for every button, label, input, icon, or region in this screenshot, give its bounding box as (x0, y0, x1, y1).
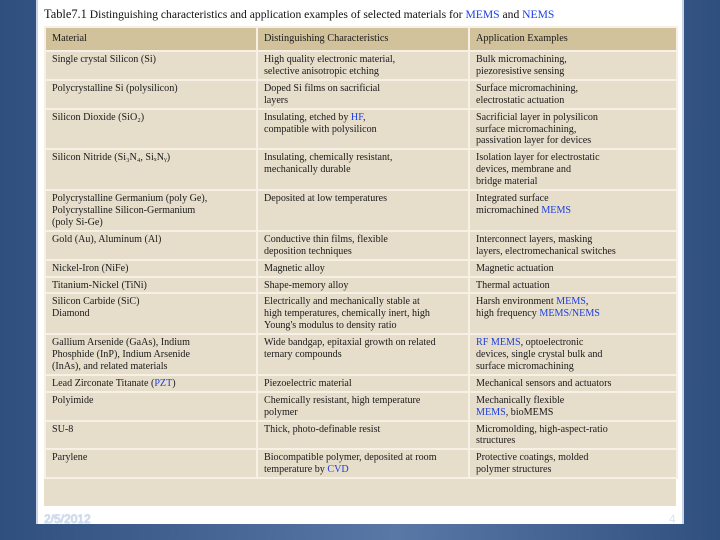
cell-line: Phosphide (InP), Indium Arsenide (52, 349, 190, 361)
cell-line: Gold (Au), Aluminum (Al) (52, 233, 162, 245)
table-row (45, 293, 677, 334)
cell-line: polymer (264, 406, 298, 418)
cell-applications (469, 449, 677, 478)
cell-characteristics (257, 277, 469, 294)
cell-applications (469, 231, 677, 260)
cell-line: Surface micromachining, (476, 82, 579, 94)
cell-line (476, 349, 670, 361)
highlight-term: MEMS (541, 204, 572, 216)
text-segment: micromachined (476, 204, 542, 216)
text-segment: Harsh environment (476, 296, 557, 308)
cell-applications (469, 277, 677, 294)
cell-line: Polycrystalline Germanium (poly Ge), (52, 193, 208, 205)
cell-line (264, 112, 462, 124)
cell-characteristics (257, 51, 469, 80)
header-characteristics: Distinguishing Characteristics (257, 27, 469, 51)
cell-material (45, 392, 257, 421)
cell-line: passivation layer for devices (476, 135, 592, 147)
cell-line: Thick, photo-definable resist (264, 423, 381, 435)
cell-applications (469, 293, 677, 334)
highlight-term: MEMS (556, 296, 586, 308)
table-row (45, 449, 677, 478)
table-row (45, 392, 677, 421)
text-segment: , (363, 111, 366, 123)
cell-material (45, 277, 257, 294)
cell-characteristics (257, 293, 469, 334)
cell-line (52, 378, 250, 390)
table-row (45, 109, 677, 150)
cell-line (476, 407, 670, 419)
cell-line (476, 337, 670, 349)
text-segment: , bioMEMS (505, 406, 554, 418)
table-row (45, 231, 677, 260)
text-segment: Biocompatible polymer, deposited at room (264, 452, 437, 464)
cell-applications (469, 149, 677, 190)
cell-line (476, 193, 670, 205)
cell-characteristics (257, 149, 469, 190)
cell-line: Silicon Nitride (Si₃N₄, SiₓNᵧ) (52, 152, 171, 164)
table-row (45, 190, 677, 231)
cell-line: devices, membrane and (476, 164, 572, 176)
cell-characteristics (257, 190, 469, 231)
text-segment: high frequency (476, 308, 540, 320)
cell-line: Polycrystalline Silicon-Germanium (52, 204, 196, 216)
cell-characteristics (257, 392, 469, 421)
cell-line: bridge material (476, 176, 538, 188)
caption-highlight-mems: MEMS (465, 8, 500, 21)
cell-line: Interconnect layers, masking (476, 233, 593, 245)
table-caption (44, 7, 674, 22)
cell-line (476, 395, 670, 407)
page-number: 4 (669, 512, 676, 526)
cell-line: Electrically and mechanically stable at (264, 296, 420, 308)
cell-line: high temperatures, chemically inert, high (264, 308, 430, 320)
cell-line (264, 452, 462, 464)
cell-line: Bulk micromachining, (476, 54, 567, 65)
cell-applications (469, 375, 677, 392)
text-segment: surface micromachining (476, 360, 574, 372)
cell-line: surface micromachining, (476, 123, 577, 135)
table-row (45, 421, 677, 450)
cell-line: (InAs), and related materials (52, 360, 168, 372)
table-row (45, 80, 677, 109)
cell-line (264, 464, 462, 476)
cell-line: piezoresistive sensing (476, 65, 565, 77)
highlight-term: PZT (154, 377, 173, 389)
cell-characteristics (257, 334, 469, 375)
materials-table-wrapper (44, 26, 676, 506)
text-segment: , (585, 296, 589, 308)
cell-line: High quality electronic material, (264, 54, 396, 65)
text-segment: Integrated surface (476, 193, 549, 205)
cell-line: polymer structures (476, 464, 552, 476)
cell-line: electrostatic actuation (476, 94, 565, 106)
caption-number: Table7.1 (44, 7, 87, 21)
cell-material (45, 260, 257, 277)
cell-line: Silicon Dioxide (SiO₂) (52, 111, 145, 123)
cell-material (45, 449, 257, 478)
highlight-term: HF (350, 111, 364, 123)
footer-date: 2/5/2012 (44, 512, 91, 526)
cell-line: Silicon Carbide (SiC) (52, 296, 140, 308)
table-body (45, 51, 677, 478)
cell-line: SU-8 (52, 423, 74, 435)
cell-line: Young's modulus to density ratio (264, 320, 397, 332)
cell-applications (469, 421, 677, 450)
cell-material (45, 421, 257, 450)
highlight-term: MEMS (476, 406, 506, 418)
cell-characteristics (257, 109, 469, 150)
caption-highlight-nems: NEMS (522, 8, 555, 21)
cell-line: Doped Si films on sacrificial (264, 82, 381, 94)
cell-line: Titanium-Nickel (TiNi) (52, 279, 147, 291)
cell-line (476, 308, 670, 320)
cell-line: layers (264, 94, 289, 106)
cell-line: Isolation layer for electrostatic (476, 152, 600, 164)
cell-line: Parylene (52, 452, 88, 464)
text-segment: Lead Zirconate Titanate ( (52, 377, 155, 389)
cell-line: mechanically durable (264, 164, 351, 176)
cell-applications (469, 51, 677, 80)
caption-and: and (502, 8, 520, 21)
cell-line: Magnetic alloy (264, 262, 325, 274)
cell-material (45, 109, 257, 150)
header-applications: Application Examples (469, 27, 677, 51)
cell-material (45, 149, 257, 190)
cell-material (45, 231, 257, 260)
cell-characteristics (257, 80, 469, 109)
text-segment: Insulating, etched by (264, 111, 351, 123)
cell-line: Magnetic actuation (476, 262, 554, 274)
cell-characteristics (257, 231, 469, 260)
cell-line: Shape-memory alloy (264, 279, 349, 291)
cell-line (476, 205, 670, 217)
cell-material (45, 334, 257, 375)
cell-line (476, 361, 670, 373)
cell-line: Insulating, chemically resistant, (264, 152, 393, 164)
highlight-term: CVD (327, 464, 349, 476)
cell-line: Deposited at low temperatures (264, 193, 388, 205)
cell-line: Thermal actuation (476, 279, 550, 291)
cell-line: (poly Si-Ge) (52, 216, 103, 228)
cell-applications (469, 80, 677, 109)
table-row (45, 260, 677, 277)
cell-material (45, 80, 257, 109)
cell-line: deposition techniques (264, 245, 352, 257)
materials-table (44, 26, 678, 479)
text-segment: compatible with polysilicon (264, 123, 377, 135)
cell-line: Polyimide (52, 394, 94, 406)
cell-applications (469, 334, 677, 375)
cell-material (45, 293, 257, 334)
cell-characteristics (257, 421, 469, 450)
cell-material (45, 375, 257, 392)
cell-line: Nickel-Iron (NiFe) (52, 262, 129, 274)
cell-line: Single crystal Silicon (Si) (52, 54, 157, 65)
text-segment: , optoelectronic (520, 337, 584, 349)
cell-characteristics (257, 449, 469, 478)
cell-applications (469, 392, 677, 421)
cell-line: Micromolding, high-aspect-ratio (476, 423, 608, 435)
table-row (45, 334, 677, 375)
cell-applications (469, 260, 677, 277)
text-segment: devices, single crystal bulk and (476, 349, 603, 361)
cell-line: Diamond (52, 308, 90, 320)
table-row (45, 149, 677, 190)
table-row (45, 277, 677, 294)
cell-line: structures (476, 435, 516, 447)
cell-line: Wide bandgap, epitaxial growth on related (264, 337, 436, 349)
table-row (45, 375, 677, 392)
cell-line: Piezoelectric material (264, 377, 352, 389)
cell-line: Gallium Arsenide (GaAs), Indium (52, 337, 190, 349)
cell-material (45, 190, 257, 231)
caption-text: Distinguishing characteristics and application examples of selected materials for (89, 8, 463, 21)
cell-line: ternary compounds (264, 349, 342, 361)
text-segment: temperature by (264, 464, 328, 476)
table-row (45, 51, 677, 80)
text-segment: ) (172, 377, 176, 389)
cell-line: layers, electromechanical switches (476, 245, 616, 257)
text-segment: Mechanically flexible (476, 394, 565, 406)
cell-characteristics (257, 375, 469, 392)
cell-applications (469, 109, 677, 150)
cell-applications (469, 190, 677, 231)
highlight-term: RF MEMS (476, 337, 521, 349)
cell-line: Chemically resistant, high temperature (264, 394, 421, 406)
table-header-row (45, 27, 677, 51)
cell-material (45, 51, 257, 80)
cell-line (264, 124, 462, 136)
header-material: Material (45, 27, 257, 51)
highlight-term: MEMS/NEMS (539, 308, 600, 320)
cell-line: Mechanical sensors and actuators (476, 377, 612, 389)
cell-line: selective anisotropic etching (264, 65, 379, 77)
cell-line: Conductive thin films, flexible (264, 233, 388, 245)
cell-line: Sacrificial layer in polysilicon (476, 111, 598, 123)
slide (36, 0, 684, 524)
cell-characteristics (257, 260, 469, 277)
cell-line: Protective coatings, molded (476, 452, 589, 464)
cell-line (476, 296, 670, 308)
cell-line: Polycrystalline Si (polysilicon) (52, 82, 178, 94)
